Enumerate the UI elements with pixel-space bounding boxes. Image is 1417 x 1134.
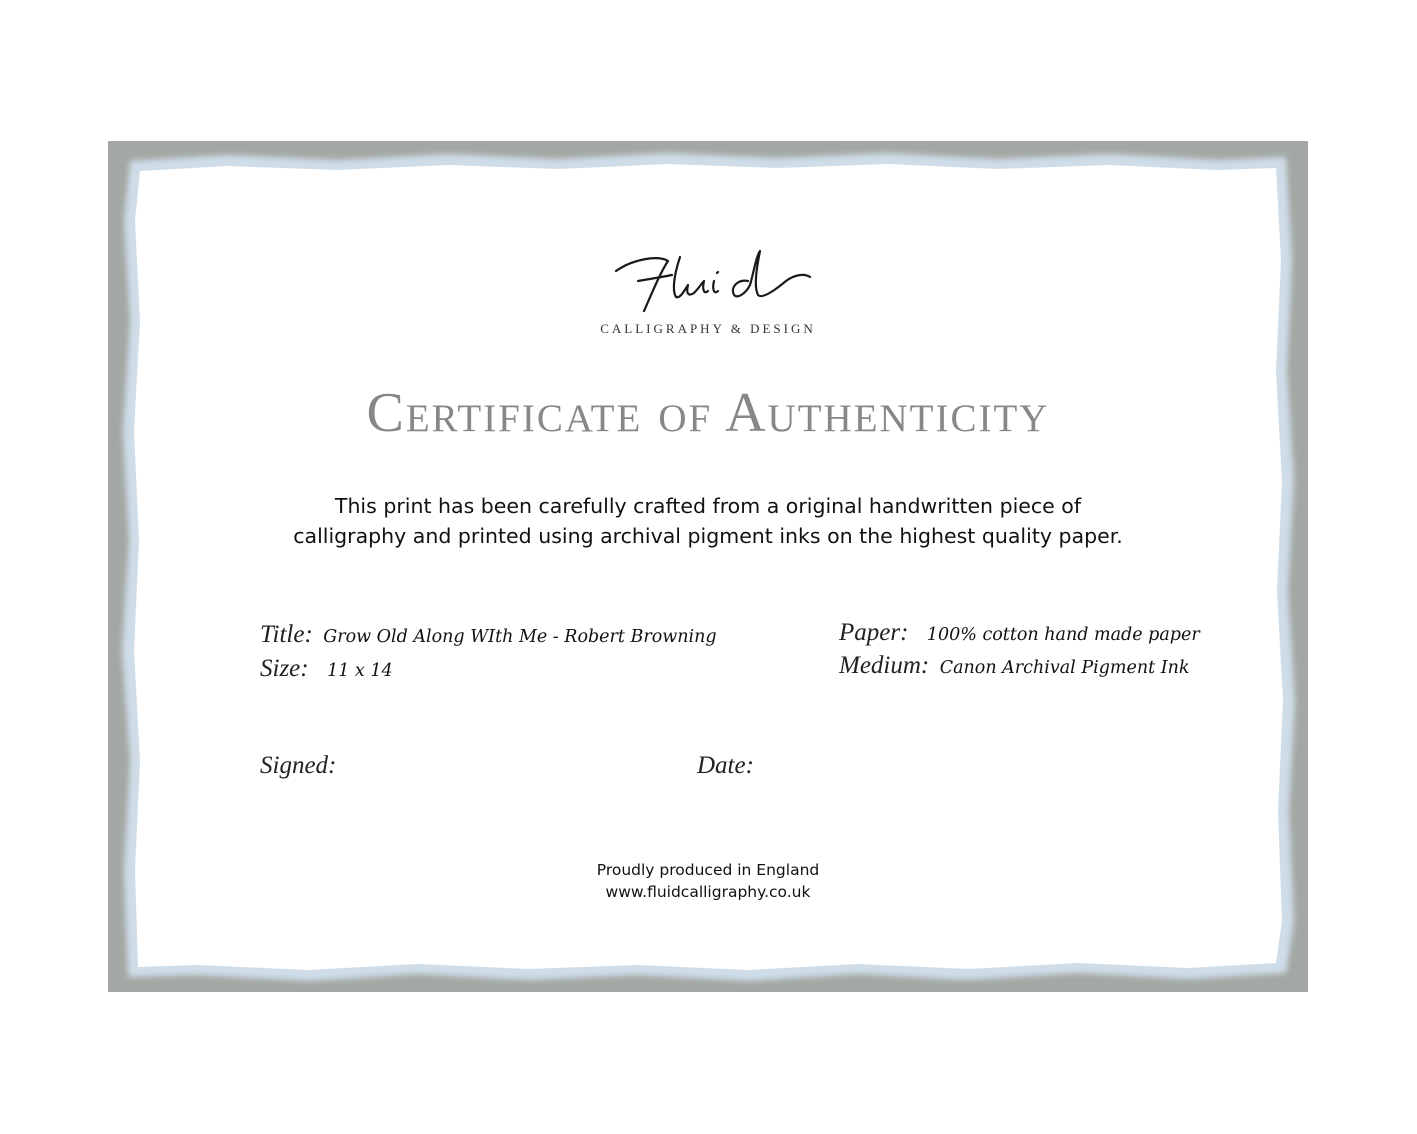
field-date <box>697 752 760 780</box>
size-value: 11 x 14 <box>327 661 393 681</box>
field-signed <box>260 752 342 780</box>
logo-subtitle: CALLIGRAPHY & DESIGN <box>600 321 816 336</box>
paper-label: Paper: <box>839 619 909 646</box>
field-medium <box>839 652 1190 680</box>
intro-line-1: This print has been carefully crafted from a original handwritten piece of <box>334 494 1082 518</box>
footer <box>508 859 908 903</box>
logo <box>558 241 858 337</box>
footer-website: www.fluidcalligraphy.co.uk <box>605 883 811 901</box>
signed-label: Signed: <box>260 752 337 779</box>
footer-origin: Proudly produced in England <box>596 861 820 879</box>
field-title <box>260 621 717 649</box>
title-label: Title: <box>260 621 313 648</box>
medium-label: Medium: <box>839 652 930 679</box>
field-paper <box>839 619 1200 647</box>
size-label: Size: <box>260 655 309 682</box>
intro-paragraph <box>208 491 1208 551</box>
medium-value: Canon Archival Pigment Ink <box>939 658 1190 678</box>
field-size <box>260 655 393 683</box>
title-value: Grow Old Along WIth Me - Robert Browning <box>323 627 717 647</box>
date-label: Date: <box>697 752 754 779</box>
paper-value: 100% cotton hand made paper <box>926 625 1200 645</box>
certificate-title: Certificate of Authenticity <box>366 382 1050 444</box>
intro-line-2: calligraphy and printed using archival pigment inks on the highest quality paper. <box>293 524 1123 548</box>
fluid-script-logo <box>598 241 818 321</box>
certificate-frame <box>108 141 1308 992</box>
